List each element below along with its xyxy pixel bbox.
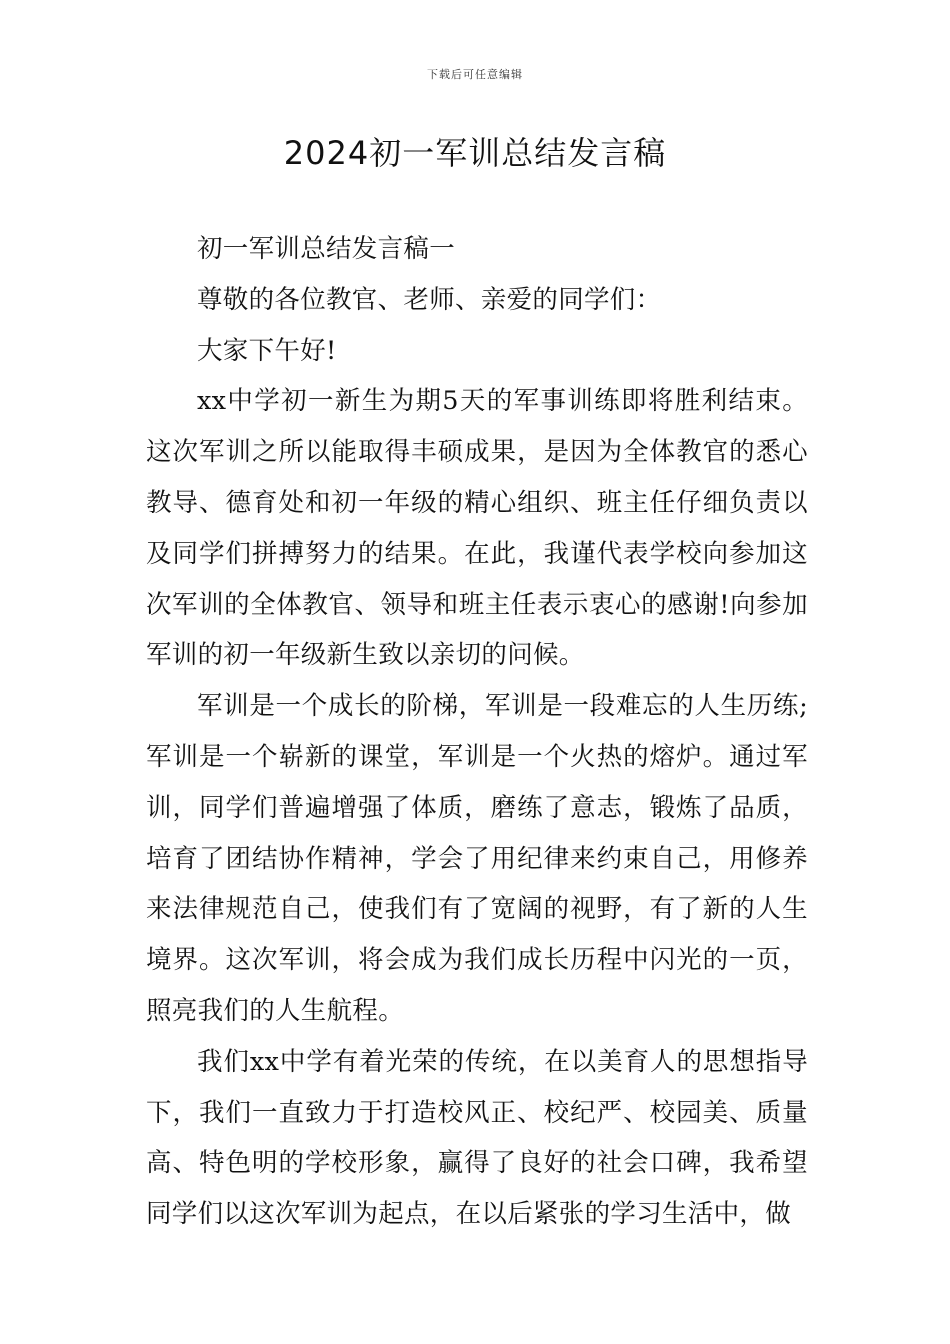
paragraph: 尊敬的各位教官、老师、亲爱的同学们： bbox=[197, 284, 662, 315]
paragraph: 我们xx中学有着光荣的传统，在以美育人的思想指导下，我们一直致力于打造校风正、校纪严、校园美、质量高、特色明的学校形象，赢得了良好的社会口碑，我希望同学们以这次军训为起点，在以后紧张的学习生活中，做 bbox=[146, 1046, 808, 1230]
document-title: 2024初一军训总结发言稿 bbox=[283, 134, 667, 172]
paragraph: 大家下午好! bbox=[197, 335, 337, 366]
document-body bbox=[146, 224, 808, 1240]
paragraph: xx中学初一新生为期5天的军事训练即将胜利结束。这次军训之所以能取得丰硕成果，是因为全体教官的悉心教导、德育处和初一年级的精心组织、班主任仔细负责以及同学们拼搏努力的结果。在此，我谨代表学校向参加这次军训的全体教官、领导和班主任表示衷心的感谢!向参加军训的初一年级新生致以亲切的问候。 bbox=[146, 386, 808, 671]
paragraph: 初一军训总结发言稿一 bbox=[197, 234, 456, 264]
paragraph: 军训是一个成长的阶梯，军训是一段难忘的人生历练;军训是一个崭新的课堂，军训是一个火热的熔炉。通过军训，同学们普遍增强了体质，磨练了意志，锻炼了品质，培育了团结协作精神，学会了用纪律来约束自己，用修养来法律规范自己，使我们有了宽阔的视野，有了新的人生境界。这次军训，将会成为我们成长历程中闪光的一页，照亮我们的人生航程。 bbox=[146, 691, 808, 1026]
header-note: 下载后可任意编辑 bbox=[427, 68, 523, 81]
